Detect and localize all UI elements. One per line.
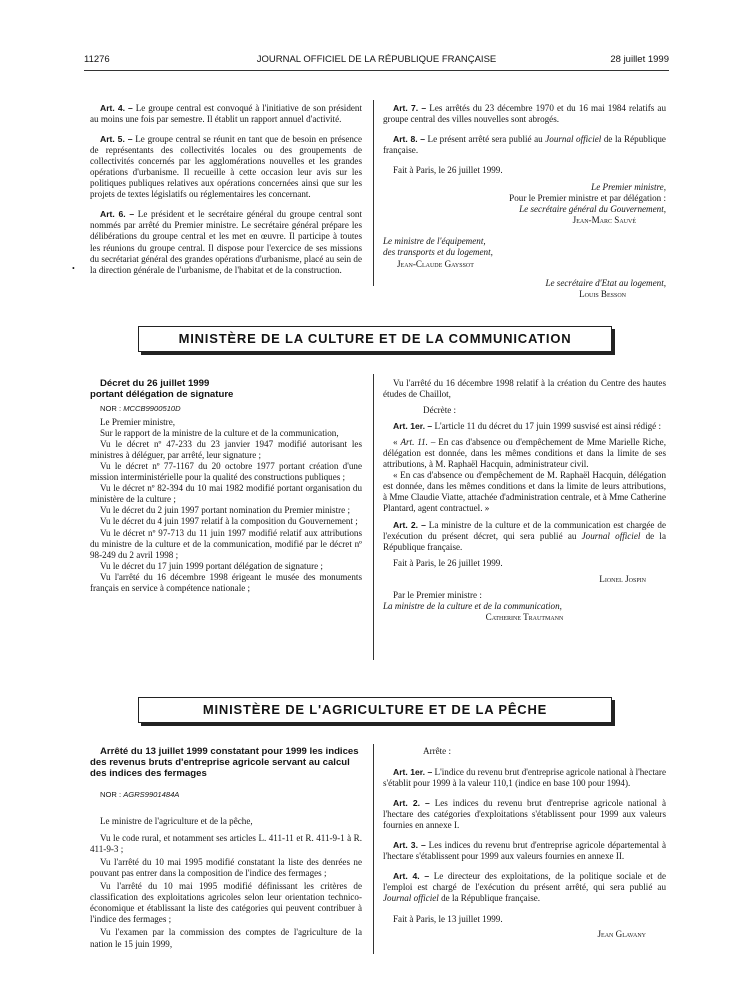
signature-name: Jean-Marc Sauvé	[572, 215, 636, 226]
page-number: 11276	[84, 54, 110, 65]
article-4: Art. 4. – Le groupe central est convoqué à l'initiative de son président au moins une fois par semestre. Il établit un rapport annuel d'activité.	[90, 103, 362, 125]
article-4: Art. 4. – Le directeur des exploitations, de la politique sociale et de l'emploi est chargé de l'exécution du présent arrêté, qui sera publié au Journal officiel de la République française.	[383, 871, 666, 904]
visa-line: Vu le décret nº 77-1167 du 20 octobre 1977 portant création d'une mission interministérielle pour la qualité des constructions publiques ;	[90, 461, 362, 483]
signature-title: Le Premier ministre,	[591, 182, 666, 193]
visa-line: Vu l'examen par la commission des comptes de l'agriculture de la nation le 15 juin 1999,	[90, 927, 362, 949]
visa-line: Vu le décret du 17 juin 1999 portant délégation de signature ;	[100, 560, 323, 571]
top-column-divider	[373, 100, 374, 286]
visa-line: Vu le décret nº 82-394 du 10 mai 1982 modifié portant organisation du ministère de la culture ;	[90, 483, 362, 505]
article-8: Art. 8. – Le présent arrêté sera publié au Journal officiel de la République française.	[383, 134, 666, 156]
arrete-title: Arrêté du 13 juillet 1999 constatant pour 1999 les indices des revenus bruts d'entreprise agricole servant au calcul des indices des fermages	[90, 746, 359, 779]
top-right-column	[383, 103, 666, 300]
signature-name: Jean-Claude Gayssot	[397, 258, 474, 269]
quoted-article: « Art. 11. – En cas d'absence ou d'empêchement de Mme Marielle Riche, délégation est donnée, dans les mêmes conditions et dans la limite de ses attributions, à M. Raphaël Hacquin, administrateur civil.	[383, 437, 666, 470]
nor-reference: NOR : AGRS9901484A	[100, 790, 180, 799]
signature-role: Le secrétaire général du Gouvernement,	[519, 204, 666, 215]
decree-title: Décret du 26 juillet 1999 portant délégation de signature	[90, 378, 234, 400]
signature-delegation: Pour le Premier ministre et par délégation :	[509, 193, 666, 204]
visa-line: Vu le décret du 4 juin 1997 relatif à la composition du Gouvernement ;	[100, 516, 358, 527]
article-7: Art. 7. – Les arrêtés du 23 décembre 1970 et du 16 mai 1984 relatifs au groupe central des villes nouvelles sont abrogés.	[383, 103, 666, 125]
article-2: Art. 2. – Les indices du revenu brut d'entreprise agricole national à l'hectare des catégories d'exploitations s'établissent pour 1999 aux valeurs fournies en annexe I.	[383, 798, 666, 831]
ministry-banner: MINISTÈRE DE LA CULTURE ET DE LA COMMUNICATION	[138, 326, 612, 352]
fait-line: Fait à Paris, le 26 juillet 1999.	[393, 557, 503, 568]
header-rule	[84, 70, 669, 71]
arrete-column-divider	[373, 744, 374, 954]
quoted-article: « En cas d'absence ou d'empêchement de M. Raphaël Hacquin, délégation est donnée, dans les mêmes conditions et dans la limite de leurs attributions, à Mme Claudie Viatte, attachée d'administration centrale, et à Mme Catherine Plantard, agent contractuel. »	[383, 470, 666, 514]
ministry-banner: MINISTÈRE DE L'AGRICULTURE ET DE LA PÊCHE	[138, 697, 612, 723]
signature-name: Lionel Jospin	[599, 573, 646, 584]
visa-line: Vu l'arrêté du 16 décembre 1998 érigeant le musée des monuments français en service à compétence nationale ;	[90, 571, 362, 593]
arrete-line: Arrête :	[423, 746, 452, 756]
signature-name: Jean Glavany	[597, 928, 646, 939]
visa-line: Vu l'arrêté du 10 mai 1995 modifié définissant les critères de classification des exploitations agricoles selon leur orientation technico-économique et établissant la liste des catégories qui peuvent contribuer à l'indice des fermages ;	[90, 881, 362, 925]
arrete-right-column	[383, 746, 666, 943]
signature-role: des transports et du logement,	[383, 247, 493, 258]
signature-role: Le secrétaire d'Etat au logement,	[545, 277, 666, 288]
visa-line: Le Premier ministre,	[100, 417, 176, 428]
article-6: Art. 6. – Le président et le secrétaire général du groupe central sont nommés par arrêté du Premier ministre. Le secrétaire général prépare les délibérations du groupe central et les met en œuvre. Il participe à toutes les réunions du groupe central. Il dispose pour l'exercice de ses missions du secrétariat général des grandes opérations d'urbanisme, placé au sein de la direction générale de l'urbanisme, de l'habitat et de la construction.	[90, 209, 362, 275]
visa-line: Sur le rapport de la ministre de la culture et de la communication,	[100, 428, 339, 439]
fait-line: Fait à Paris, le 26 juillet 1999.	[393, 165, 503, 176]
signature-role: Le ministre de l'équipement,	[383, 236, 486, 247]
article-3: Art. 3. – Les indices du revenu brut d'entreprise agricole départemental à l'hectare s'établissent pour 1999 aux valeurs fournies en annexe II.	[383, 840, 666, 862]
journal-title: JOURNAL OFFICIEL DE LA RÉPUBLIQUE FRANÇAISE	[256, 54, 497, 65]
decree-column-divider	[373, 374, 374, 660]
margin-mark: •	[72, 264, 75, 273]
page-header	[84, 54, 669, 68]
visa-line: Vu le décret nº 97-713 du 11 juin 1997 modifié relatif aux attributions du ministre de la culture et de la communication, modifié par le décret nº 98-249 du 2 avril 1998 ;	[90, 527, 362, 560]
signature-by: Par le Premier ministre :	[393, 589, 482, 600]
decrete-line: Décrète :	[423, 405, 457, 416]
signature-name: Catherine Trautmann	[485, 611, 564, 622]
visa-line: Le ministre de l'agriculture et de la pêche,	[100, 816, 253, 827]
visa-line: Vu l'arrêté du 10 mai 1995 modifié constatant la liste des denrées ne pouvant pas entrer dans la composition de l'indice des fermages ;	[90, 857, 362, 879]
signature-name: Louis Besson	[579, 288, 626, 299]
decree-left-column	[90, 378, 362, 594]
decree-right-column	[383, 378, 666, 623]
visa-line: Vu le décret nº 47-233 du 23 janvier 1947 modifié autorisant les ministres à déléguer, par arrêté, leur signature ;	[90, 439, 362, 461]
article-5: Art. 5. – Le groupe central se réunit en tant que de besoin en présence de représentants des collectivités locales ou des groupements de collectivités concernés par les agglomérations nouvelles et les grandes opérations d'urbanisme. Il recueille à cette occasion leur avis sur les politiques publiques relatives aux opérations concernées ainsi que sur les projets de textes législatifs ou réglementaires les concernant.	[90, 134, 362, 200]
signature-role: La ministre de la culture et de la communication,	[383, 600, 562, 611]
issue-date: 28 juillet 1999	[610, 54, 669, 65]
arrete-left-column	[90, 746, 362, 950]
article-1: Art. 1er. – L'indice du revenu brut d'entreprise agricole national à l'hectare s'établit pour 1999 à la valeur 110,1 (indice en base 100 pour 1994).	[383, 767, 667, 789]
article-2: Art. 2. – La ministre de la culture et de la communication est chargée de l'exécution du présent décret, qui sera publié au Journal officiel de la République française.	[383, 519, 666, 552]
top-left-column	[90, 103, 362, 285]
visa-line: Vu l'arrêté du 16 décembre 1998 relatif à la création du Centre des hautes études de Chaillot,	[383, 378, 666, 400]
visa-line: Vu le décret du 2 juin 1997 portant nomination du Premier ministre ;	[100, 505, 350, 516]
nor-reference: NOR : MCCB9900510D	[100, 404, 181, 413]
article-1: Art. 1er. – L'article 11 du décret du 17 juin 1999 susvisé est ainsi rédigé :	[393, 421, 662, 432]
visa-line: Vu le code rural, et notamment ses articles L. 411-11 et R. 411-9-1 à R. 411-9-3 ;	[90, 833, 362, 855]
fait-line: Fait à Paris, le 13 juillet 1999.	[393, 913, 503, 924]
